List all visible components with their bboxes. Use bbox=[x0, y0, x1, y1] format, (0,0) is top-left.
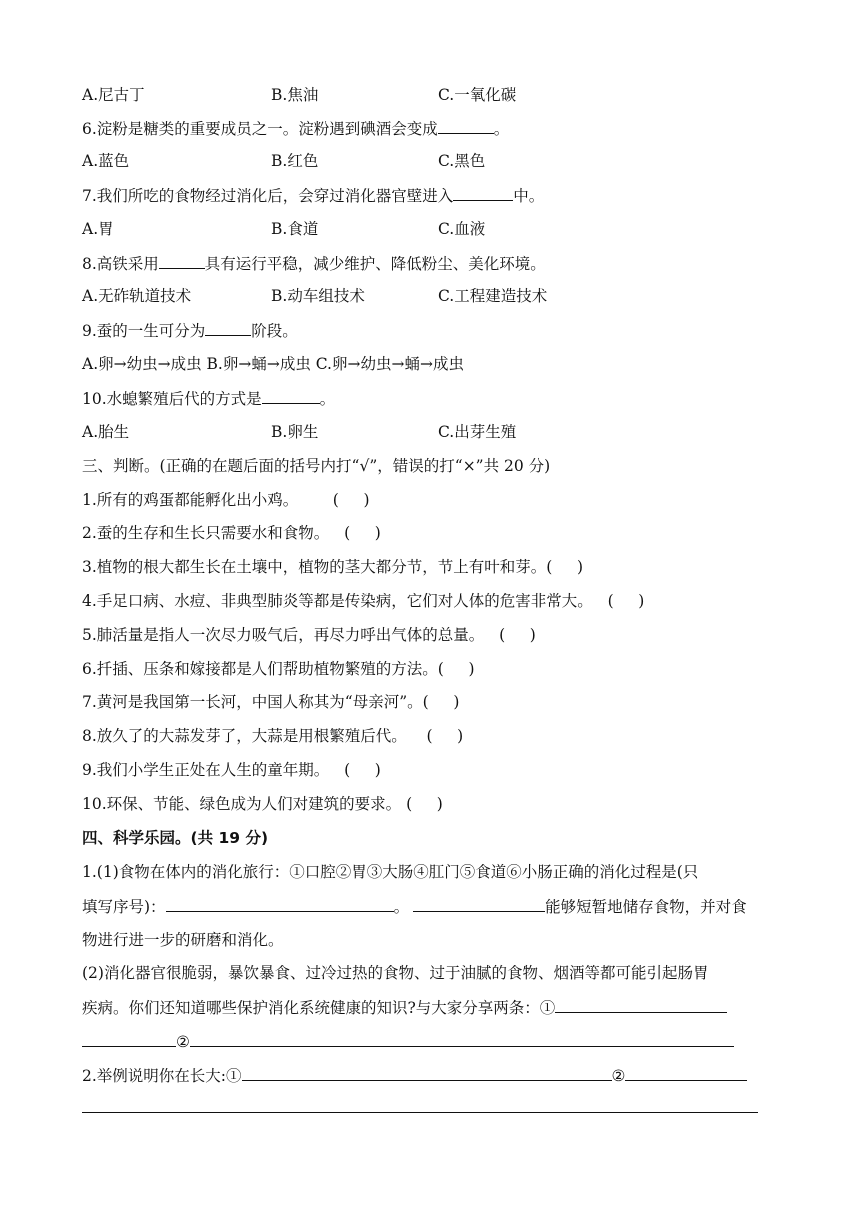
judgment-7: 7.黄河是我国第一长河，中国人称其为“母亲河”。( ) bbox=[82, 693, 460, 711]
q10-option-b: B.卵生 bbox=[271, 423, 319, 441]
judgment-4: 4.手足口病、水痘、非典型肺炎等都是传染病，它们对人体的危害非常大。 ( ) bbox=[82, 592, 645, 610]
q9-options: A.卵→幼虫→成虫 B.卵→蛹→成虫 C.卵→幼虫→蛹→成虫 bbox=[82, 355, 464, 373]
judgment-5: 5.肺活量是指人一次尽力吸气后，再尽力呼出气体的总量。 ( ) bbox=[82, 626, 536, 644]
q6-blank[interactable] bbox=[438, 117, 494, 134]
q5-option-c: C.一氧化碳 bbox=[438, 86, 517, 104]
section-3-title: 三、判断。(正确的在题后面的括号内打“√”，错误的打“×”共 20 分) bbox=[82, 457, 551, 475]
q10-blank[interactable] bbox=[262, 387, 320, 404]
s4-q1-line2-mid: 。 bbox=[393, 898, 410, 916]
judgment-3: 3.植物的根大都生长在土壤中，植物的茎大都分节，节上有叶和芽。( ) bbox=[82, 558, 584, 576]
q10-text-post: 。 bbox=[319, 390, 336, 408]
s4-q2-text: 2.举例说明你在长大:① bbox=[82, 1067, 242, 1085]
question-9 bbox=[82, 319, 298, 342]
s4-q1-2-line2 bbox=[82, 996, 727, 1019]
judgment-2: 2.蚕的生存和生长只需要水和食物。 ( ) bbox=[82, 524, 381, 542]
judgment-6: 6.扦插、压条和嫁接都是人们帮助植物繁殖的方法。( ) bbox=[82, 660, 475, 678]
q7-text-pre: 7.我们所吃的食物经过消化后，会穿过消化器官壁进入 bbox=[82, 187, 454, 205]
health-tip-1-blank[interactable] bbox=[555, 996, 727, 1013]
judgment-8: 8.放久了的大蒜发芽了，大蒜是用根繁殖后代。 ( ) bbox=[82, 727, 464, 745]
q8-option-b: B.动车组技术 bbox=[271, 287, 365, 305]
s4-q1-line3: 物进行进一步的研磨和消化。 bbox=[82, 931, 284, 949]
q9-text-post: 阶段。 bbox=[251, 322, 298, 340]
q8-text-post: 具有运行平稳，减少维护、降低粉尘、美化环境。 bbox=[204, 255, 546, 273]
q5-option-b: B.焦油 bbox=[271, 86, 319, 104]
q9-blank[interactable] bbox=[205, 319, 251, 336]
q8-option-a: A.无砟轨道技术 bbox=[82, 287, 192, 305]
q7-blank[interactable] bbox=[453, 184, 513, 201]
s4-q1-2-line3 bbox=[82, 1030, 734, 1053]
question-6 bbox=[82, 117, 509, 140]
s4-q1-line2 bbox=[82, 895, 747, 918]
s4-q1-2-line2-text: 疾病。你们还知道哪些保护消化系统健康的知识?与大家分享两条：① bbox=[82, 999, 556, 1017]
s4-q1-line2-post: 能够短暂地储存食物，并对食 bbox=[545, 898, 747, 916]
q6-text-pre: 6.淀粉是糖类的重要成员之一。淀粉遇到碘酒会变成 bbox=[82, 120, 438, 138]
storage-organ-blank[interactable] bbox=[413, 895, 545, 912]
question-8 bbox=[82, 252, 546, 275]
s4-q2-line bbox=[82, 1064, 747, 1087]
question-7 bbox=[82, 184, 544, 207]
s4-q1-line1: 1.(1)食物在体内的消化旅行：①口腔②胃③大肠④肛门⑤食道⑥小肠正确的消化过程是(只 bbox=[82, 863, 699, 881]
q7-option-b: B.食道 bbox=[271, 220, 319, 238]
q10-option-a: A.胎生 bbox=[82, 423, 130, 441]
health-tip-2-blank[interactable] bbox=[190, 1030, 734, 1047]
q7-option-c: C.血液 bbox=[438, 220, 486, 238]
health-tip-1-blank-cont[interactable] bbox=[82, 1030, 176, 1047]
judgment-1: 1.所有的鸡蛋都能孵化出小鸡。 ( ) bbox=[82, 491, 370, 509]
q10-text-pre: 10.水螅繁殖后代的方式是 bbox=[82, 390, 262, 408]
growth-example-2-blank-cont[interactable] bbox=[82, 1112, 758, 1113]
q8-blank[interactable] bbox=[159, 252, 205, 269]
q5-option-a: A.尼古丁 bbox=[82, 86, 145, 104]
q10-option-c: C.出芽生殖 bbox=[438, 423, 517, 441]
section-4-title: 四、科学乐园。(共 19 分) bbox=[82, 829, 269, 847]
q7-text-post: 中。 bbox=[513, 187, 545, 205]
judgment-9: 9.我们小学生正处在人生的童年期。 ( ) bbox=[82, 761, 381, 779]
digestion-order-blank[interactable] bbox=[166, 895, 394, 912]
growth-example-2-blank[interactable] bbox=[625, 1064, 747, 1081]
judgment-10: 10.环保、节能、绿色成为人们对建筑的要求。 ( ) bbox=[82, 795, 443, 813]
tip-2-marker: ② bbox=[176, 1033, 190, 1051]
example-2-marker: ② bbox=[611, 1067, 626, 1085]
q6-text-post: 。 bbox=[493, 120, 510, 138]
q7-option-a: A.胃 bbox=[82, 220, 114, 238]
q8-text-pre: 8.高铁采用 bbox=[82, 255, 159, 273]
s4-q1-2-line1: (2)消化器官很脆弱，暴饮暴食、过冷过热的食物、过于油腻的食物、烟酒等都可能引起肠胃 bbox=[82, 964, 709, 982]
q6-option-c: C.黑色 bbox=[438, 152, 486, 170]
q6-option-a: A.蓝色 bbox=[82, 152, 130, 170]
growth-example-1-blank[interactable] bbox=[242, 1064, 612, 1081]
q6-option-b: B.红色 bbox=[271, 152, 319, 170]
question-10 bbox=[82, 387, 335, 410]
s4-q1-line2-pre: 填写序号)： bbox=[82, 898, 166, 916]
q8-option-c: C.工程建造技术 bbox=[438, 287, 548, 305]
q9-text-pre: 9.蚕的一生可分为 bbox=[82, 322, 206, 340]
